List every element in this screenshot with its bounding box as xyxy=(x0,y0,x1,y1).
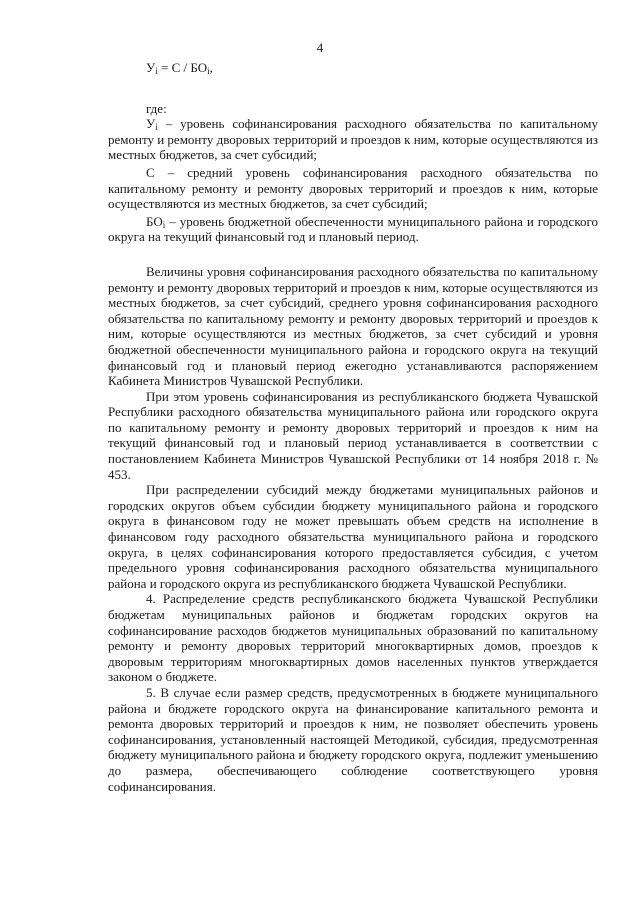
definition-symbol: У xyxy=(146,116,156,132)
formula xyxy=(146,60,598,76)
paragraph-subsidy-distribution: При распределении субсидий между бюджетами муниципальных районов и городских округов объем субсидии бюджету муниципального района и городского округа в финансовом году не может превышать объем средств на исполнение в финансовом году расходного обязательства муниципального района и городского округа, в целях софинансирования которого предоставляется субсидия, с учетом предельного уровня софинансирования расходного обязательства муниципального района и городского округа из республиканского бюджета Чувашской Республики. xyxy=(108,482,598,591)
definition-subscript: i xyxy=(155,122,158,133)
formula-rhs-subscript: i xyxy=(207,66,210,76)
definition-text: – средний уровень софинансирования расходного обязательства по капитальному ремонту и ремонту дворовых территорий и проездов к ним, которые осуществляются из местных бюджетов, за счет субсидий; xyxy=(108,164,598,212)
paragraph-values: Величины уровня софинансирования расходного обязательства по капитальному ремонту и ремонту дворовых территорий и проездов к ним, которые осуществляются из местных бюджетов, за счет субсидий, среднего уровня софинансирования расходного обязательства по капитальному ремонту и ремонту дворовых территорий и проездов к ним, которые осуществляются из местных бюджетов, за счет субсидий и уровня бюджетной обеспеченности муниципального района и городского округа на текущий финансовый год и плановый период ежегодно устанавливаются распоряжением Кабинета Министров Чувашской Республики. xyxy=(108,263,598,389)
definition-symbol: С xyxy=(146,164,155,180)
definition-symbol: БО xyxy=(146,213,163,229)
formula-rhs-end: , xyxy=(209,60,213,75)
definition-c xyxy=(108,165,598,212)
formula-lhs-subscript: i xyxy=(155,66,158,76)
definition-subscript: i xyxy=(162,219,166,230)
formula-lhs: У xyxy=(146,60,156,75)
paragraph-item-4: 4. Распределение средств республиканского бюджета Чувашской Республики бюджетам муниципальных районов и бюджетам городских округов на софинансирование расходов бюджетов муниципальных образований по капитальному ремонту и ремонту дворовых территорий многоквартирных домов, проездов к дворовым территориям многоквартирных домов населенных пунктов утверждается законом о бюджете. xyxy=(108,591,598,685)
where-label: где: xyxy=(146,100,167,116)
page-number: 4 xyxy=(316,40,324,55)
formula-rhs: = С / БО xyxy=(157,60,208,75)
document-body xyxy=(108,60,598,794)
paragraph-cofinancing-level: При этом уровень софинансирования из республиканского бюджета Чувашской Республики расходного обязательства муниципального района или городского округа по капитальному ремонту и ремонту дворовых территорий и проездов к ним на текущий финансовый год и плановый период устанавливается в соответствии с постановлением Кабинета Министров Чувашской Республики от 14 ноября 2018 г. № 453. xyxy=(108,388,598,482)
definition-boi xyxy=(108,214,598,245)
definition-text: – уровень бюджетной обеспеченности муниципального района и городского округа на текущий финансовый год и плановый период. xyxy=(108,213,598,245)
paragraph-item-5: 5. В случае если размер средств, предусмотренных в бюджете муниципального района и бюджете городского округа на финансирование капитального ремонта и ремонта дворовых территорий и проездов к ним, не позволяет обеспечить уровень софинансирования, установленный настоящей Методикой, субсидия, предусмотренная бюджету муниципального района и бюджету городского округа, подлежит уменьшению до размера, обеспечивающего соблюдение соответствующего уровня софинансирования. xyxy=(108,684,598,794)
definition-text: – уровень софинансирования расходного обязательства по капитальному ремонту и ремонту дворовых территорий и проездов к ним, которые осуществляются из местных бюджетов, за счет субсидий; xyxy=(108,116,598,163)
definition-yi xyxy=(108,116,598,163)
